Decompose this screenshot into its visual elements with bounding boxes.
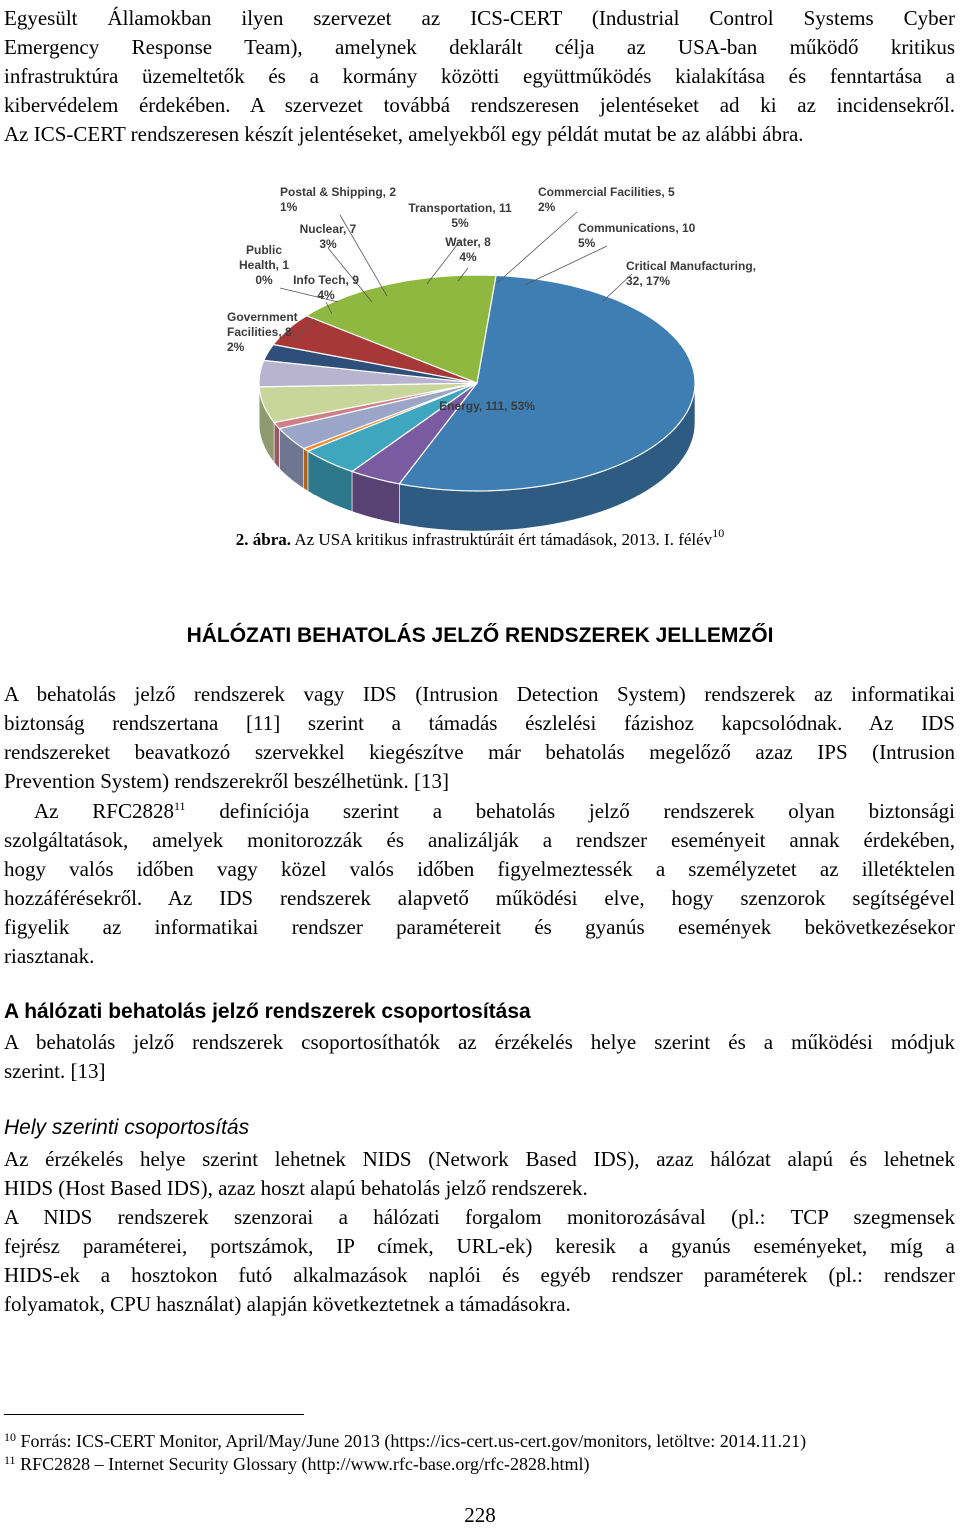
label-leader-line <box>497 212 577 283</box>
paragraph-line: A behatolás jelző rendszerek vagy IDS (Intrusion Detection System) rendszerek az informatikai <box>4 680 955 709</box>
figure-label: 2. ábra. <box>236 530 291 549</box>
paragraph-line: rendszereket beavatkozó szervekkel kiegészítve már behatolás megelőző azaz IPS (Intrusion <box>4 738 955 767</box>
nids-paragraph <box>4 1203 955 1319</box>
grouping-paragraph <box>4 1028 955 1086</box>
footnote-text: Forrás: ICS-CERT Monitor, April/May/June 2013 (https://ics-cert.us-cert.gov/monitors, letöltve: 2014.11.21) <box>21 1431 807 1451</box>
footnote-ref[interactable]: 11 <box>174 799 186 813</box>
paragraph-line: Az érzékelés helye szerint lehetnek NIDS (Network Based IDS), azaz hálózat alapú és lehetnek <box>4 1145 955 1174</box>
paragraph-line <box>4 797 955 826</box>
pie-label-commercial: Commercial Facilities, 5 2% <box>538 185 675 214</box>
intro-line: Az ICS-CERT rendszeresen készít jelentéseket, amelyekből egy példát mutat be az alábbi ábra. <box>4 120 955 149</box>
pie-label-critical-manufacturing: Critical Manufacturing, 32, 17% <box>626 259 756 288</box>
pie-slice-side <box>304 449 308 492</box>
footnote-divider <box>4 1414 304 1415</box>
rfc-text-start: Az RFC2828 <box>34 799 174 823</box>
pie-label-communications: Communications, 10 5% <box>578 221 696 250</box>
intro-line: Egyesült Államokban ilyen szervezet az ICS-CERT (Industrial Control Systems Cyber <box>4 4 955 33</box>
figure-caption <box>0 530 960 550</box>
paragraph-line: fejrész paraméterei, portszámok, IP címek, URL-ek) keresik a gyanús eseményeket, míg a <box>4 1232 955 1261</box>
paragraph-line: biztonság rendszertana [11] szerint a támadás észlelési fázishoz kapcsolódnak. Az IDS <box>4 709 955 738</box>
paragraph-line: HIDS (Host Based IDS), azaz hoszt alapú behatolás jelző rendszerek. <box>4 1174 955 1203</box>
intro-paragraph <box>4 4 955 149</box>
paragraph-line: riasztanak. <box>4 942 955 971</box>
footnote-number: 11 <box>4 1453 16 1467</box>
rfc-text-end: definíciója szerint a behatolás jelző rendszerek olyan biztonsági <box>219 799 955 823</box>
page-number: 228 <box>0 1503 960 1528</box>
footnote-text: RFC2828 – Internet Security Glossary (http://www.rfc-base.org/rfc-2828.html) <box>20 1454 589 1474</box>
section-heading: HÁLÓZATI BEHATOLÁS JELZŐ RENDSZEREK JELLEMZŐI <box>0 624 960 648</box>
pie-label-nuclear: Nuclear, 7 3% <box>300 222 357 251</box>
pie-label-government: Government Facilities, 8 2% <box>227 310 298 354</box>
label-leader-line <box>525 246 607 285</box>
footnote <box>4 1453 956 1475</box>
rfc-paragraph <box>4 797 955 971</box>
footnote-number: 10 <box>4 1430 16 1444</box>
pie-label-transportation: Transportation, 11 5% <box>408 201 512 230</box>
intro-line: kibervédelem érdekében. A szervezet továbbá rendszeresen jelentéseket ad ki az incidensekről. <box>4 91 955 120</box>
paragraph-line: Prevention System) rendszerekről beszélhetünk. [13] <box>4 767 955 796</box>
paragraph-line: szerint. [13] <box>4 1057 955 1086</box>
attack-pie-chart <box>222 178 732 523</box>
paragraph-line: hogy valós időben vagy közel valós időben figyelmeztessék a személyzetet az illetéktelen <box>4 855 955 884</box>
pie-label-info-tech: Info Tech, 9 4% <box>293 273 359 302</box>
footnote-ref[interactable]: 10 <box>712 526 724 540</box>
paragraph-line: szolgáltatások, amelyek monitorozzák és analizálják a rendszer eseményeit annak érdekében, <box>4 826 955 855</box>
paragraph-line: hozzáférésekről. Az IDS rendszerek alapvető működési elve, hogy szenzorok segítségével <box>4 884 955 913</box>
pie-label-postal: Postal & Shipping, 2 1% <box>280 185 396 214</box>
paragraph-line: A NIDS rendszerek szenzorai a hálózati forgalom monitorozásával (pl.: TCP szegmensek <box>4 1203 955 1232</box>
subsection-heading: A hálózati behatolás jelző rendszerek csoportosítása <box>4 1000 531 1024</box>
ids-paragraph <box>4 680 955 796</box>
footnote <box>4 1430 956 1452</box>
label-leader-line <box>602 274 632 302</box>
paragraph-line: folyamatok, CPU használat) alapján következtetnek a támadásokra. <box>4 1290 955 1319</box>
pie-label-public-health: Public Health, 1 0% <box>239 243 289 287</box>
intro-line: infrastruktúra üzemeltetők és a kormány közötti együttműködés kialakítása és fenntartása a <box>4 62 955 91</box>
paragraph-line: HIDS-ek a hosztokon futó alkalmazások naplói és egyéb rendszer paraméterek (pl.: rendszer <box>4 1261 955 1290</box>
pie-top-group <box>259 275 695 491</box>
figure-caption-text: Az USA kritikus infrastruktúráit ért támadások, 2013. I. félév <box>294 530 712 549</box>
intro-line: Emergency Response Team), amelynek deklarált célja az USA-ban működő kritikus <box>4 33 955 62</box>
pie-label-water: Water, 8 4% <box>445 235 491 264</box>
paragraph-line: A behatolás jelző rendszerek csoportosíthatók az érzékelés helye szerint és a működési módjuk <box>4 1028 955 1057</box>
subsection-heading: Hely szerinti csoportosítás <box>4 1116 249 1140</box>
pie-slice-side <box>274 423 279 469</box>
pie-label-energy: Energy, 111, 53% <box>439 399 535 413</box>
paragraph-line: figyelik az informatikai rendszer paramétereit és gyanús események bekövetkezésekor <box>4 913 955 942</box>
location-paragraph <box>4 1145 955 1203</box>
